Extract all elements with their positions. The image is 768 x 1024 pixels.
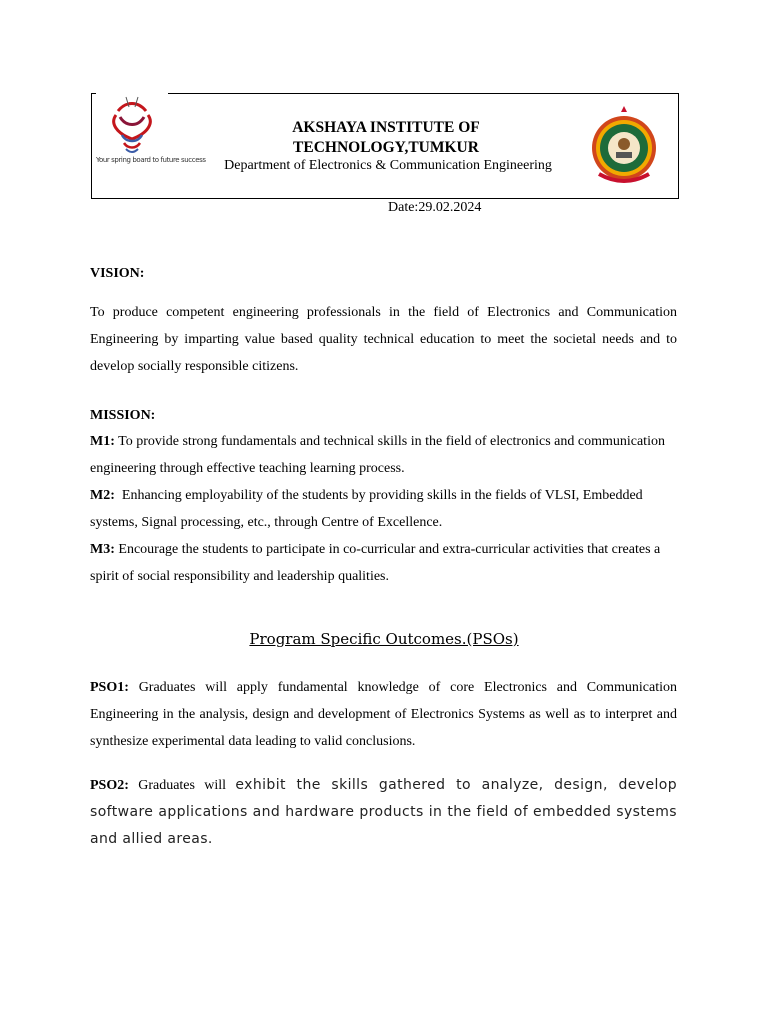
- pso-text-sans: exhibit the skills gathered to analyze, design, develop software applications and hardware products in the field of embedded systems and allied areas.: [90, 777, 678, 847]
- mission-list: [90, 428, 677, 590]
- institute-logo: [96, 93, 206, 173]
- institute-logo-emblem: [96, 93, 168, 157]
- vision-text: To produce competent engineering professionals in the field of Electronics and Communication Engineering by imparting value based quality technical education to meet the societal needs and to develop socially responsible citizens.: [90, 305, 677, 374]
- pso-text-serif: Graduates will: [138, 778, 227, 793]
- mission-item: [90, 482, 677, 536]
- mission-text: Enhancing employability of the students by providing skills in the fields of VLSI, Embedded systems, Signal processing, etc., through Centre of Excellence.: [90, 488, 643, 530]
- pso2-block: [90, 772, 677, 853]
- pso-label: PSO2:: [90, 778, 129, 793]
- pso-title: Program Specific Outcomes.(PSOs): [249, 630, 519, 648]
- pso-text: Graduates will apply fundamental knowledge of core Electronics and Communication Engineering in the analysis, design and development of Electronics Systems as well as to interpret and synthesize experimental data leading to valid conclusions.: [90, 680, 678, 749]
- department-name: Department of Electronics & Communication Engineering: [224, 158, 552, 173]
- pso-label: PSO1:: [90, 680, 129, 695]
- mission-text: Encourage the students to participate in co-curricular and extra-curricular activities that creates a spirit of social responsibility and leadership qualities.: [90, 542, 661, 584]
- document-date: Date:29.02.2024: [388, 200, 482, 215]
- pso1-block: [90, 674, 677, 755]
- vision-heading: VISION:: [90, 266, 145, 281]
- mission-label: M3:: [90, 542, 115, 557]
- mission-label: M1:: [90, 434, 115, 449]
- mission-text: To provide strong fundamentals and technical skills in the field of electronics and communication engineering through effective teaching learning process.: [90, 434, 665, 476]
- university-seal: [589, 104, 659, 188]
- mission-item: [90, 428, 677, 482]
- university-seal-emblem: [589, 104, 659, 188]
- institute-name: AKSHAYA INSTITUTE OF TECHNOLOGY,TUMKUR: [292, 119, 480, 156]
- mission-item: [90, 536, 677, 590]
- mission-label: M2:: [90, 488, 115, 503]
- mission-heading: MISSION:: [90, 408, 156, 423]
- logo-tagline: Your spring board to future success: [96, 156, 206, 164]
